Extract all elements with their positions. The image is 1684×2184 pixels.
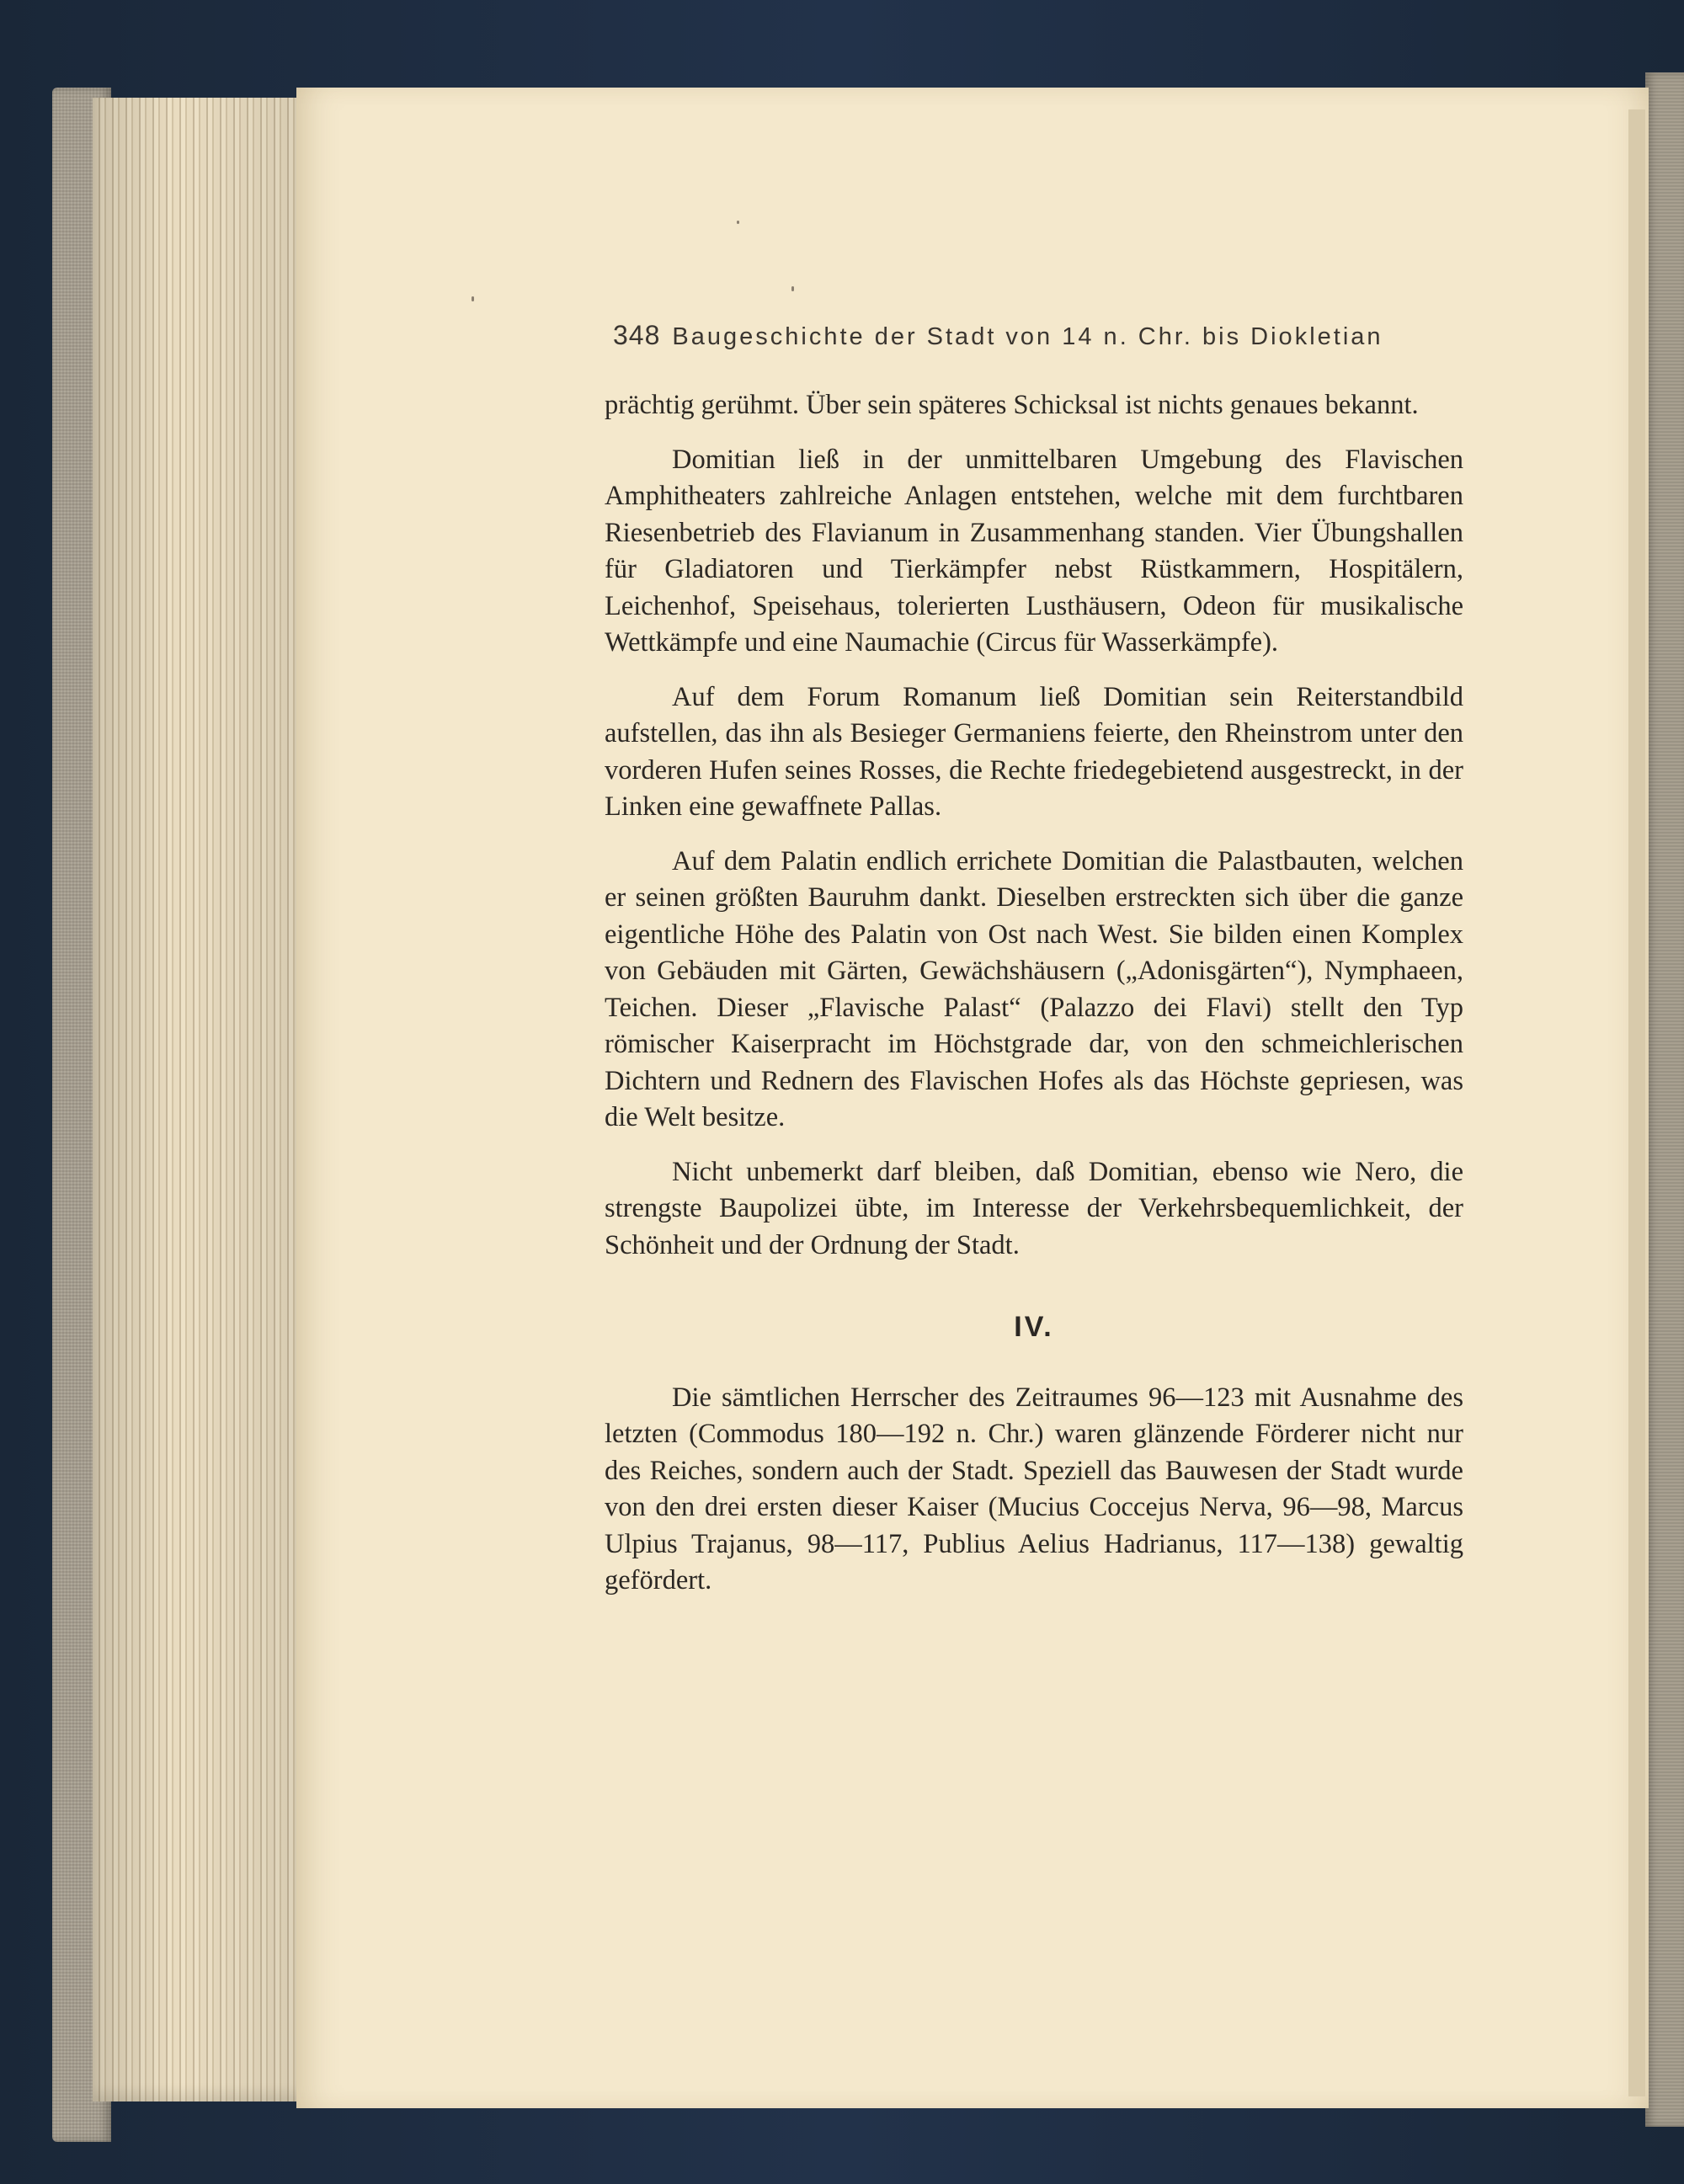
running-title: Baugeschichte der Stadt von 14 n. Chr. bis Diokletian <box>672 323 1383 350</box>
paper-speck <box>472 296 474 301</box>
page-number: 348 <box>613 320 661 350</box>
paper-speck <box>737 221 739 224</box>
paragraph: Auf dem Palatin endlich errichete Domitian die Palastbauten, welchen er seinen größten Bauruhm dankt. Dieselben erstreckten sich über die ganze eigentliche Höhe des Palatin von Ost nach West. Sie bilden einen Komplex von Gebäuden mit Gärten, Gewächshäusern („Adonisgärten“), Nymphaeen, Teichen. Dieser „Flavische Palast“ (Palazzo dei Flavi) stellt den Typ römischer Kaiserpracht im Höchstgrade dar, von den schmeichlerischen Dichtern und Rednern des Flavischen Hofes als das Höchste gepriesen, was die Welt besitze. <box>605 845 1463 1132</box>
page-gutter-right <box>1628 109 1645 2096</box>
paragraph: prächtig gerühmt. Über sein späteres Schicksal ist nichts genaues bekannt. <box>605 390 1419 420</box>
section-heading: IV. <box>1014 1311 1054 1343</box>
paragraph: Die sämtlichen Herrscher des Zeitraumes 96—123 mit Ausnahme des letzten (Commodus 180—192 n. Chr.) waren glänzende Förderer nicht nur des Reiches, sondern auch der Stadt. Speziell das Bauwesen der Stadt wurde von den drei ersten dieser Kaiser (Mucius Coccejus Nerva, 96—98, Marcus Ulpius Trajanus, 98—117, Publius Aelius Hadrianus, 117—138) gewaltig gefördert. <box>605 1382 1463 1595</box>
paragraph-group-before <box>605 387 1463 1264</box>
paragraph: Domitian ließ in der unmittelbaren Umgebung des Flavischen Amphitheaters zahlreiche Anlagen entstehen, welche mit dem furchtbaren Riesenbetrieb des Flavianum in Zusammenhang standen. Vier Übungshallen für Gladiatoren und Tierkämpfer nebst Rüstkammern, Hospitälern, Leichenhof, Speisehaus, tolerierten Lusthäusern, Odeon für musikalische Wettkämpfe und eine Naumachie (Circus für Wasserkämpfe). <box>605 444 1463 658</box>
book-cover-right <box>1645 72 1684 2127</box>
paragraph: Auf dem Forum Romanum ließ Domitian sein Reiterstandbild aufstellen, das ihn als Besieger Germaniens feierte, den Rheinstrom unter den vorderen Hufen seines Rosses, die Rechte friedegebietend ausgestreckt, in der Linken eine gewaffnete Pallas. <box>605 681 1463 822</box>
paragraph: Nicht unbemerkt darf bleiben, daß Domitian, ebenso wie Nero, die strengste Baupolizei übte, im Interesse der Verkehrsbequemlichkeit, der Schönheit und der Ordnung der Stadt. <box>605 1156 1463 1260</box>
body-text <box>605 387 1463 1617</box>
paper-speck <box>791 286 794 291</box>
page-edges <box>93 98 303 2101</box>
running-head <box>613 320 1455 351</box>
paragraph-group-after <box>605 1380 1463 1600</box>
